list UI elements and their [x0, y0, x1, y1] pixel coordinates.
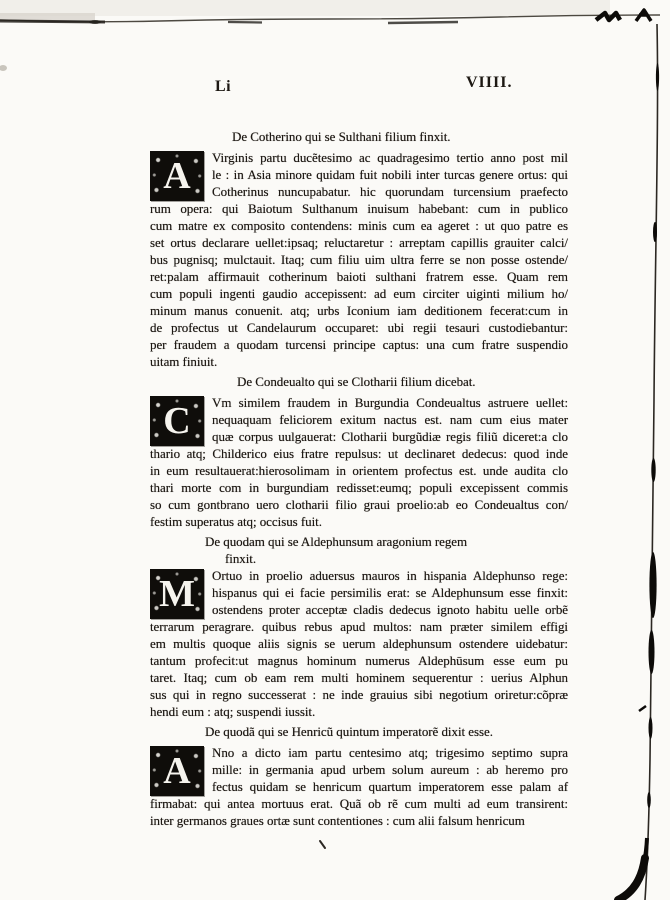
top-edge-shading: [0, 0, 610, 16]
text-line: finxit.: [225, 551, 257, 566]
text-line: quæ corpus uulgauerat: Clotharii burgũdiæ regis filiũ diceret:a clo: [212, 429, 568, 444]
section-cotherino: [150, 128, 568, 370]
left-margin-smudge: [0, 65, 7, 71]
text-line: Ortuo in proelio aduersus mauros in hispania Aldephunso rege:: [212, 568, 568, 583]
top-edge-thick-segment: [388, 22, 458, 23]
woodcut-initial: C: [150, 396, 204, 446]
text-line: festim superatus atq; occisus fuit.: [150, 514, 322, 529]
bottom-corner-curve: [618, 858, 645, 900]
text-line: minum manus conuenit. atq; urbs Iconium iam deditionem fecerat:cum in: [150, 303, 568, 318]
text-column: [150, 128, 568, 832]
edge-blot: [653, 222, 657, 242]
text-line: hendi eum : atq; suspendi iussit.: [150, 704, 316, 719]
section-heading: [150, 723, 568, 740]
paragraph-lines: [150, 567, 568, 720]
text-line: fectus quidam se henricum quartum imperatorem esse palam af: [212, 779, 568, 794]
text-line: Vm similem fraudem in Burgundia Condeualtus astruere uellet:: [212, 395, 568, 410]
top-left-smudge: [0, 13, 95, 20]
text-line: De Condeualto qui se Clotharii filium dicebat.: [237, 374, 476, 389]
signature-mark: Li: [215, 78, 232, 95]
right-page-edge-line: [645, 24, 658, 900]
ink-blot: [89, 20, 101, 24]
text-line: cum populi ingenti gaudio accepissent: ad eum circiter uiginti milium ho/: [150, 286, 568, 301]
top-page-edge-line: [0, 15, 660, 22]
section-paragraph: [150, 394, 568, 530]
text-line: Cotherinus nuncupabatur. hic quorundam turcensium praefecto: [212, 184, 568, 199]
bottom-corner-curve: [634, 838, 647, 888]
text-line: cum matre ex composito contendens: minis cum ea ageret : ut quo patre es: [150, 218, 568, 233]
section-aldephunsus: [150, 533, 568, 720]
text-line: thari morte com in burgundiam redisset:eumq; populi excepissent commis: [150, 480, 568, 495]
section-henricus: [150, 723, 568, 829]
text-line: em multis quoque aliis signis se uerum aldephunsum ostendere uidebatur:: [150, 636, 568, 651]
edge-tick: [639, 706, 646, 711]
text-line: ret:palam affirmauit cotherinum baioti sulthani fratrem esse. Quam rem: [150, 269, 568, 284]
text-line: terrarum peragrare. quibus rebus apud multos: nam præter similem effigi: [150, 619, 568, 634]
top-edge-thick-segment: [228, 22, 262, 23]
text-line: inter germanos graues ortæ sunt contentiones : cum alii falsum henricum: [150, 813, 525, 828]
edge-blot: [649, 552, 656, 618]
section-paragraph: [150, 567, 568, 720]
text-line: firmabat: qui antea mortuus erat. Quã ob rẽ cum multi ad eum transirent:: [150, 796, 568, 811]
text-line: taret. Itaq; cum ob eam rem multi hominem sequerentur : uerius Alphun: [150, 670, 568, 685]
text-line: set ortus declarare uellet:ipsaq; reluctaretur : arreptam capillis grauiter calci/: [150, 235, 568, 250]
text-line: nequaquam feliciorem exitum nactus est. nam cum eius mater: [212, 412, 568, 427]
text-line: le : in Asia minore quidam fuit nobili inter turcas genere ortus: qui: [212, 167, 568, 182]
text-line: de profectus ut Candelaurum occuparet: ubi regii tesauri custodiebantur:: [150, 320, 568, 335]
section-condeualto: [150, 373, 568, 530]
section-heading: [150, 128, 568, 145]
paragraph-lines: [150, 744, 568, 829]
section-heading: [150, 373, 568, 390]
top-edge-thick-segment: [0, 21, 105, 22]
paragraph-lines: [150, 394, 568, 530]
text-line: sus qui in regno successerat : ne inde grauius sibi negotium oriretur:cõpræ: [150, 687, 568, 702]
text-line: thario atq; Childerico eius fratre repulsus: ut declinaret dedecus: quod inde: [150, 446, 568, 461]
text-line: De Cotherino qui se Sulthani filium finxit.: [232, 129, 451, 144]
text-line: in eum resultauerat:hierosolimam in orientem profectus est. unde audita clo: [150, 463, 568, 478]
edge-blot: [647, 792, 651, 808]
woodcut-initial: M: [150, 569, 204, 619]
section-paragraph: [150, 744, 568, 829]
folio-number: VIIII.: [466, 74, 513, 91]
text-line: uitam finiuit.: [150, 354, 218, 369]
woodcut-initial: A: [150, 746, 204, 796]
edge-blot: [649, 717, 653, 739]
edge-blot: [651, 458, 655, 482]
edge-blot: [649, 630, 655, 674]
text-line: so cum gontbrano uero clotharii filio graui proelio:ab eo Condeualtus con/: [150, 497, 568, 512]
text-line: De quodam qui se Aldephunsum aragonium regem: [205, 534, 468, 549]
text-line: hispanus qui ei facie persimilis erat: se Aldephunsum esse finxit:: [212, 585, 568, 600]
text-line: per fraudem a quodam turcensi principe captus: una cum fratre suspendio: [150, 337, 568, 352]
text-line: ostendens proter acceptæ cladis dedecus ignoto habitu uelle orbẽ: [212, 602, 568, 617]
section-heading: [150, 533, 568, 567]
corner-scribble: [596, 13, 620, 20]
running-head: [0, 74, 670, 96]
text-line: Virginis partu ducẽtesimo ac quadragesimo tertio anno post mil: [212, 150, 568, 165]
woodcut-initial: A: [150, 151, 204, 201]
stray-ink-mark: [320, 841, 325, 848]
text-line: rum opera: qui Baiotum Sulthanum inuisum habebant: cum in publico: [150, 201, 568, 216]
paragraph-lines: [150, 149, 568, 370]
corner-scribble: [636, 10, 651, 21]
text-line: bus pugnisq; mulctauit. Itaq; cum filiu uim ultra ferre se non posse ostende/: [150, 252, 568, 267]
text-line: tantum profecit:ut magnus hominum numerus Aldephūsum esse eum pu: [150, 653, 568, 668]
text-line: Nno a dicto iam partu centesimo atq; trigesimo septimo supra: [212, 745, 568, 760]
text-line: De quodã qui se Henricũ quintum imperatorẽ dixit esse.: [205, 724, 493, 739]
section-paragraph: [150, 149, 568, 370]
text-line: mille: in germania apud urbem solum aureum : ab heremo pro: [212, 762, 568, 777]
